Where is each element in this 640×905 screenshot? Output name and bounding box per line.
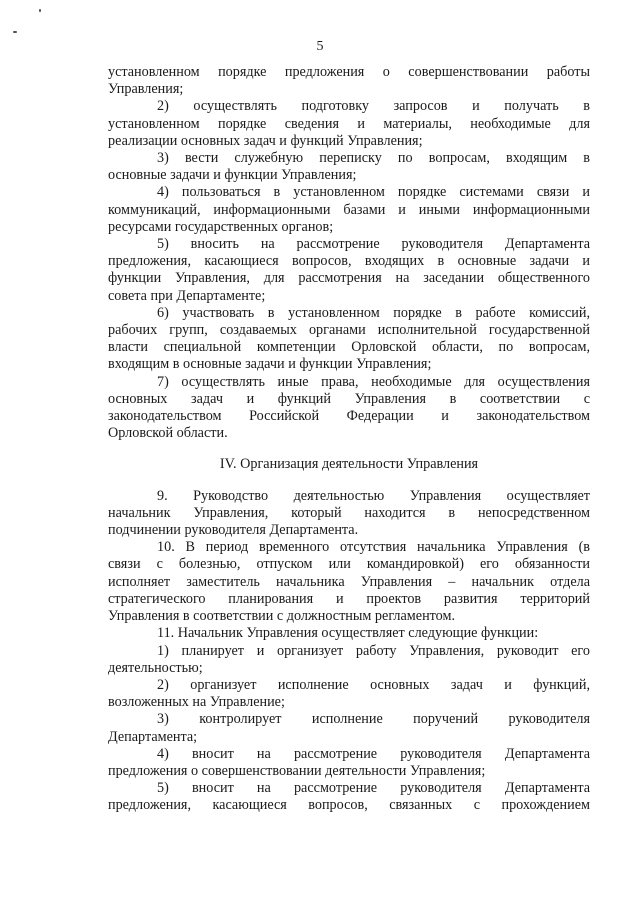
text-line: Управления; bbox=[108, 81, 184, 98]
paragraph-line: 10. В период временного отсутствия начальника Управления (в bbox=[157, 539, 590, 556]
document-body bbox=[108, 64, 590, 815]
text-line: связи с болезнью, отпуском или командировкой) его обязанности bbox=[108, 556, 590, 573]
list-item-line: 2) осуществлять подготовку запросов и получать в bbox=[157, 98, 590, 115]
text-line: деятельностью; bbox=[108, 659, 203, 676]
text-line: законодательством Российской Федерации и законодательством bbox=[108, 408, 590, 425]
text-line: входящим в основные задачи и функции Управления; bbox=[108, 356, 432, 373]
text-line: предложения о совершенствовании деятельности Управления; bbox=[108, 762, 486, 779]
list-item-line: 1) планирует и организует работу Управления, руководит его bbox=[157, 642, 590, 659]
list-item-line: 4) вносит на рассмотрение руководителя Департамента bbox=[157, 745, 590, 762]
text-line: возложенных на Управление; bbox=[108, 694, 285, 711]
list-item-line: 2) организует исполнение основных задач и функций, bbox=[157, 676, 590, 693]
list-item-line: 3) контролирует исполнение поручений руководителя bbox=[157, 711, 590, 728]
text-line: Департамента; bbox=[108, 728, 198, 745]
paragraph-line: 9. Руководство деятельностью Управления осуществляет bbox=[157, 487, 590, 504]
section-heading: IV. Организация деятельности Управления bbox=[219, 456, 479, 473]
text-line: подчинении руководителя Департамента. bbox=[108, 522, 359, 539]
list-item-line: 5) вносить на рассмотрение руководителя Департамента bbox=[157, 236, 590, 253]
text-line: стратегического планирования и проектов развития территорий bbox=[108, 590, 590, 607]
text-line: Управления в соответствии с должностным регламентом. bbox=[108, 608, 456, 625]
text-line: власти специальной компетенции Орловской области, по вопросам, bbox=[108, 339, 590, 356]
scan-speck-2 bbox=[13, 31, 17, 33]
text-line: установленном порядке предложения о совершенствовании работы bbox=[108, 64, 590, 80]
text-line: ресурсами государственных органов; bbox=[108, 218, 334, 235]
text-line: предложения, касающиеся вопросов, входящих в основные задачи и bbox=[108, 253, 590, 270]
text-line: исполняет заместитель начальника Управления – начальник отдела bbox=[108, 573, 590, 590]
list-item-line: 3) вести служебную переписку по вопросам, входящим в bbox=[157, 150, 590, 167]
text-line: установленном порядке сведения и материалы, необходимые для bbox=[108, 115, 590, 132]
scan-speck-1 bbox=[39, 9, 41, 12]
list-item-line: 6) участвовать в установленном порядке в работе комиссий, bbox=[157, 304, 590, 321]
text-line: совета при Департаменте; bbox=[108, 287, 266, 304]
text-line: функции Управления, для рассмотрения на заседании общественного bbox=[108, 270, 590, 287]
text-line: основных задач и функций Управления в соответствии с bbox=[108, 390, 590, 407]
text-line: основные задачи и функции Управления; bbox=[108, 167, 357, 184]
list-item-line: 5) вносит на рассмотрение руководителя Департамента bbox=[157, 780, 590, 797]
text-line: Орловской области. bbox=[108, 425, 228, 442]
text-line: рабочих групп, создаваемых органами исполнительной государственной bbox=[108, 322, 590, 339]
list-item-line: 7) осуществлять иные права, необходимые для осуществления bbox=[157, 373, 590, 390]
text-line: коммуникаций, информационными базами и иными информационными bbox=[108, 201, 590, 218]
page-number: 5 bbox=[316, 39, 324, 54]
text-line: начальник Управления, который находится в непосредственном bbox=[108, 504, 590, 521]
text-line: реализации основных задач и функций Управления; bbox=[108, 132, 423, 149]
text-line: предложения, касающиеся вопросов, связанных с прохождением bbox=[108, 797, 590, 814]
paragraph-line: 11. Начальник Управления осуществляет следующие функции: bbox=[157, 625, 539, 642]
list-item-line: 4) пользоваться в установленном порядке системами связи и bbox=[157, 184, 590, 201]
